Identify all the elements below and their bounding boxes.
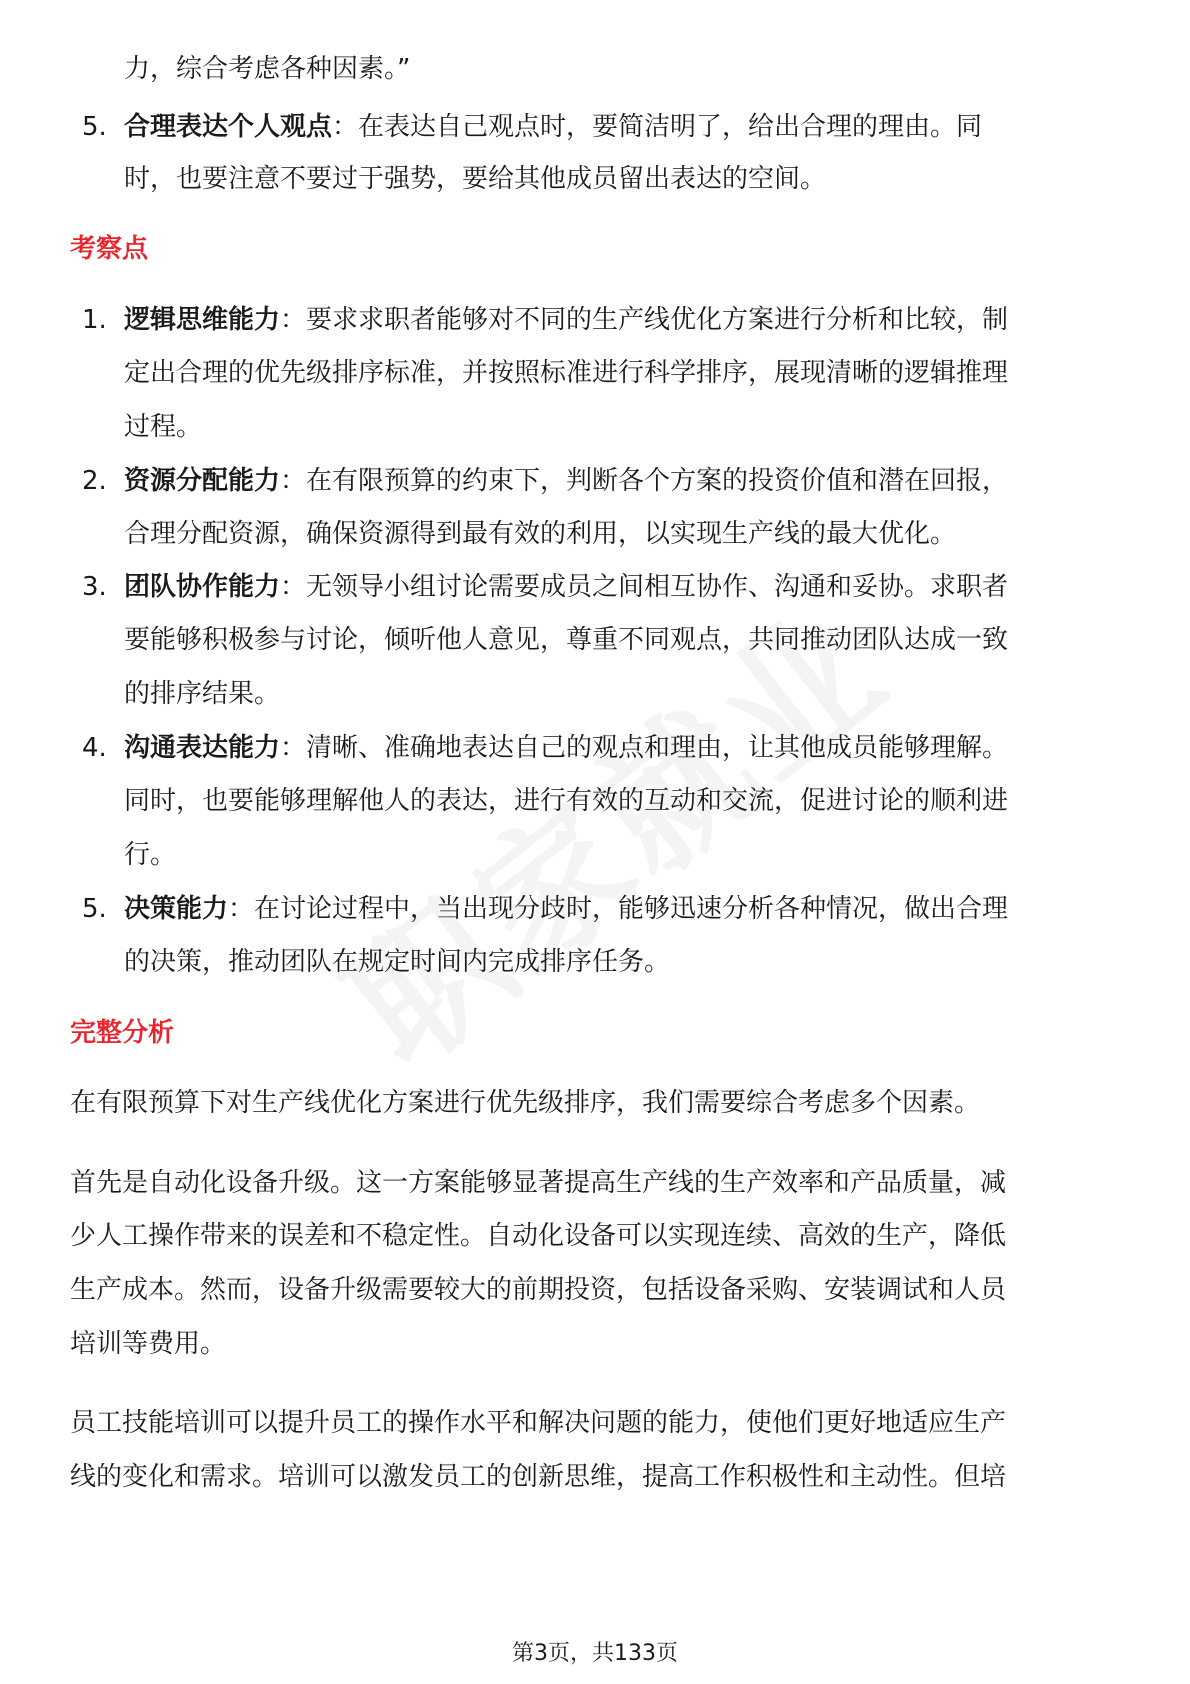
list-item-title: 团队协作能力 (124, 572, 281, 602)
observe-item-2 (82, 464, 1132, 498)
list-item-title: 决策能力 (124, 894, 229, 924)
intro-tail-line: 力，综合考虑各种因素。” (124, 54, 411, 84)
observe-item-1-line3: 过程。 (124, 412, 203, 442)
analysis-paragraph-2-line1: 首先是自动化设备升级。这一方案能够显著提高生产线的生产效率和产品质量，减 (70, 1168, 1007, 1198)
prev-list-item-5-cont: 时，也要注意不要过于强势，要给其他成员留出表达的空间。 (124, 164, 827, 194)
analysis-paragraph-2-line4: 培训等费用。 (70, 1329, 227, 1359)
list-item-text: ：无领导小组讨论需要成员之间相互协作、沟通和妥协。求职者 (280, 572, 1009, 602)
list-number: 5. (82, 112, 107, 142)
observe-item-5-line2: 的决策，推动团队在规定时间内完成排序任务。 (124, 947, 671, 977)
list-item-text: ：在有限预算的约束下，判断各个方案的投资价值和潜在回报， (280, 466, 1009, 496)
observe-item-5 (82, 892, 1132, 926)
page-footer: 第3页，共133页 (512, 1641, 678, 1666)
observe-item-3 (82, 570, 1132, 604)
section-heading-observe: 考察点 (70, 234, 149, 264)
list-item-title: 逻辑思维能力 (124, 305, 281, 335)
observe-item-2-line2: 合理分配资源，确保资源得到最有效的利用，以实现生产线的最大优化。 (124, 519, 957, 549)
observe-item-1 (82, 303, 1132, 337)
list-item-text: ：在表达自己观点时，要简洁明了，给出合理的理由。同 (332, 112, 983, 142)
observe-item-1-line2: 定出合理的优先级排序标准，并按照标准进行科学排序，展现清晰的逻辑推理 (124, 358, 1009, 388)
analysis-paragraph-2-line2: 少人工操作带来的误差和不稳定性。自动化设备可以实现连续、高效的生产，降低 (70, 1221, 1007, 1251)
analysis-paragraph-3-line2: 线的变化和需求。培训可以激发员工的创新思维，提高工作积极性和主动性。但培 (70, 1462, 1007, 1492)
observe-item-4 (82, 731, 1132, 765)
observe-item-3-line3: 的排序结果。 (124, 679, 281, 709)
list-item-text: ：在讨论过程中，当出现分歧时，能够迅速分析各种情况，做出合理 (228, 894, 1009, 924)
list-item-title: 资源分配能力 (124, 466, 281, 496)
observe-item-4-line2: 同时，也要能够理解他人的表达，进行有效的互动和交流，促进讨论的顺利进 (124, 786, 1009, 816)
list-item-text: ：要求求职者能够对不同的生产线优化方案进行分析和比较，制 (280, 305, 1009, 335)
analysis-paragraph-2-line3: 生产成本。然而，设备升级需要较大的前期投资，包括设备采购、安装调试和人员 (70, 1275, 1007, 1305)
list-item-title: 沟通表达能力 (124, 733, 281, 763)
section-heading-analysis: 完整分析 (70, 1018, 175, 1048)
list-number: 1. (82, 305, 107, 335)
analysis-paragraph-1: 在有限预算下对生产线优化方案进行优先级排序，我们需要综合考虑多个因素。 (70, 1088, 981, 1118)
observe-item-3-line2: 要能够积极参与讨论，倾听他人意见，尊重不同观点，共同推动团队达成一致 (124, 625, 1009, 655)
prev-list-item-5 (82, 110, 1132, 144)
analysis-paragraph-3-line1: 员工技能培训可以提升员工的操作水平和解决问题的能力，使他们更好地适应生产 (70, 1408, 1007, 1438)
list-number: 5. (82, 894, 107, 924)
list-number: 2. (82, 466, 107, 496)
list-item-text: ：清晰、准确地表达自己的观点和理由，让其他成员能够理解。 (280, 733, 1009, 763)
list-number: 4. (82, 733, 107, 763)
observe-item-4-line3: 行。 (124, 840, 177, 870)
list-number: 3. (82, 572, 107, 602)
list-item-title: 合理表达个人观点 (124, 112, 333, 142)
